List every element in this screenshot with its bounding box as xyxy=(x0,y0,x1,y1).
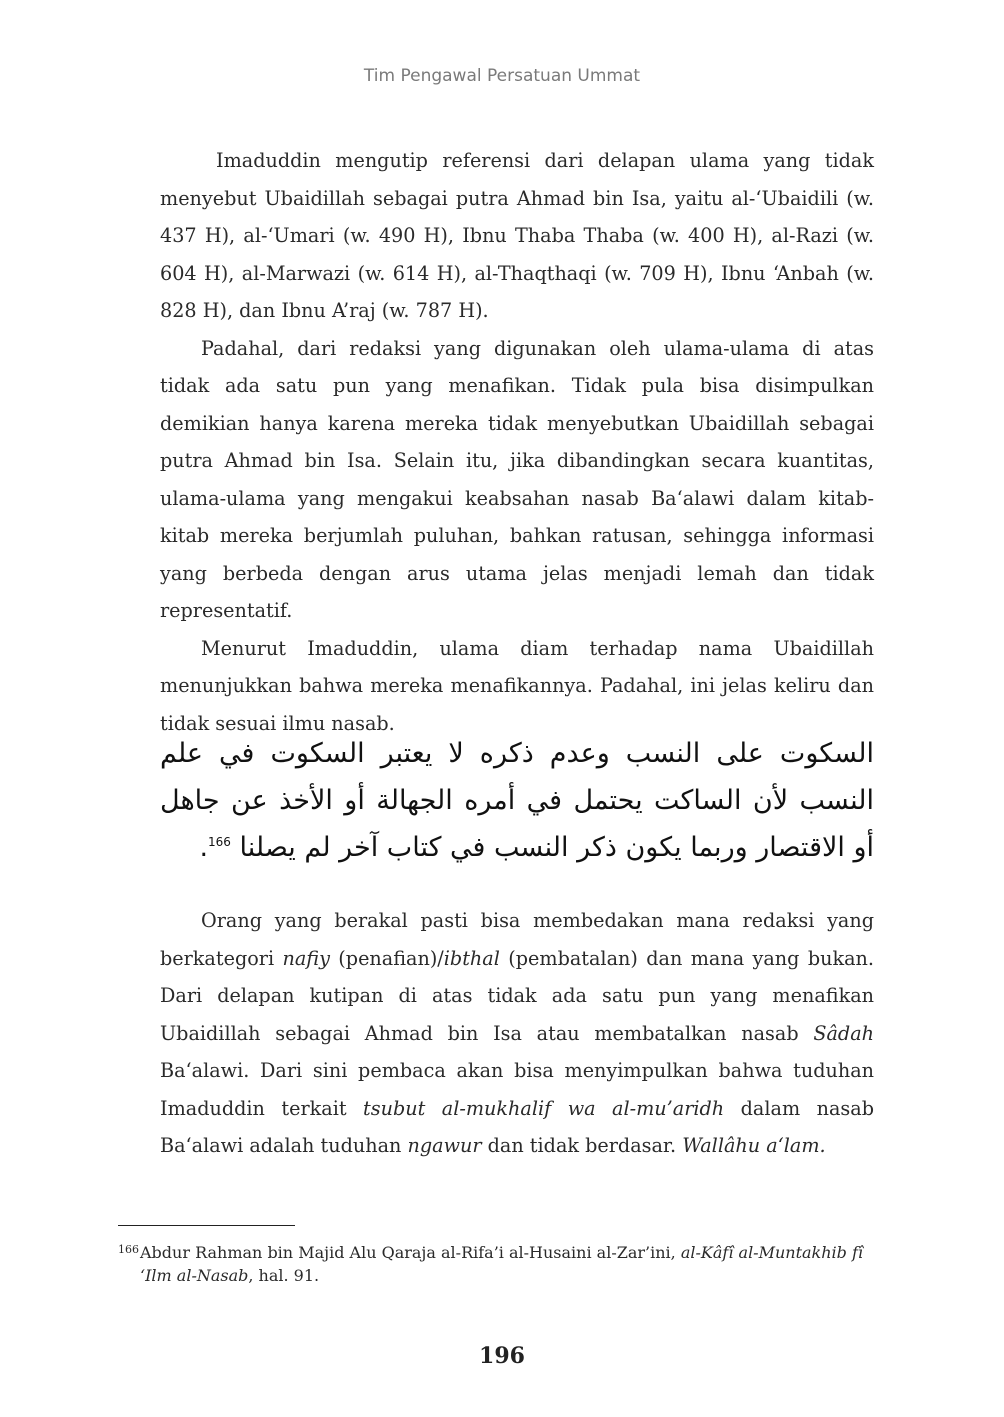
footnote-citation: Abdur Rahman bin Majid Alu Qaraja al-Rifa’i al-Husaini al-Zar’ini, xyxy=(140,1243,681,1262)
p4-text-5: dalam nasab Ba‘alawi adalah tuduhan xyxy=(160,1096,874,1157)
footnote-title-1: al-Kâfî al-Muntakhib fî xyxy=(680,1243,864,1262)
p4-text-4: Ba‘alawi. Dari sini pembaca akan bisa menyimpulkan bahwa tuduhan Imaduddin terkait xyxy=(160,1059,874,1120)
footnote-number: 166 xyxy=(118,1243,139,1256)
footnote-line-1 xyxy=(118,1241,875,1264)
p4-italic-ngawur: ngawur xyxy=(407,1134,482,1157)
footnote-title-2: ‘Ilm al-Nasab xyxy=(140,1266,249,1285)
footnote-page-ref: , hal. 91. xyxy=(248,1266,320,1285)
main-text-block xyxy=(160,142,874,742)
arabic-quote-text: السكوت على النسب وعدم ذكره لا يعتبر السكوت في علم النسب لأن الساكت يحتمل في أمره الجهالة أو الأخذ عن جاهل أو الاقتصار وربما يكون ذكر النسب في كتاب آخر لم يصلنا xyxy=(160,738,874,863)
p4-italic-closing: Wallâhu a‘lam. xyxy=(682,1134,826,1157)
p4-italic-ibthal: ibthal xyxy=(443,946,500,970)
p4-text-6: dan tidak berdasar. xyxy=(481,1134,683,1157)
footnote xyxy=(118,1241,875,1287)
conclusion-block xyxy=(160,902,874,1165)
paragraph-1: Imaduddin mengutip referensi dari delapan ulama yang tidak menyebut Ubaidillah sebagai putra Ahmad bin Isa, yaitu al-‘Ubaidili (w. 437 H), al-‘Umari (w. 490 H), Ibnu Thaba Thaba (w. 400 H), al-Razi (w. 604 H), al-Marwazi (w. 614 H), al-Thaqthaqi (w. 709 H), Ibnu ‘Anbah (w. 828 H), dan Ibnu A’raj (w. 787 H). xyxy=(160,149,874,322)
footnote-divider xyxy=(118,1225,295,1226)
p4-text-3: (pembatalan) dan mana yang bukan. Dari delapan kutipan di atas tidak ada satu pun yang menafikan Ubaidillah sebagai Ahmad bin Isa atau membatalkan nasab xyxy=(160,946,874,1045)
p4-text-2: (penafian)/ xyxy=(329,946,444,970)
arabic-quote-end: . xyxy=(199,832,209,863)
p4-text-1: Orang yang berakal pasti bisa membedakan mana redaksi yang berkategori xyxy=(160,909,874,970)
page-number: 196 xyxy=(479,1343,525,1369)
p4-italic-sadah: Sâdah xyxy=(813,1021,874,1045)
arabic-quote xyxy=(160,730,874,871)
running-header: Tim Pengawal Persatuan Ummat xyxy=(363,66,641,86)
footnote-reference: 166 xyxy=(208,835,231,849)
paragraph-2: Padahal, dari redaksi yang digunakan oleh ulama-ulama di atas tidak ada satu pun yang menafikan. Tidak pula bisa disimpulkan demikian hanya karena mereka tidak menyebutkan Ubaidillah sebagai putra Ahmad bin Isa. Selain itu, jika dibandingkan secara kuantitas, ulama-ulama yang mengakui keabsahan nasab Ba‘alawi dalam kitab-kitab mereka berjumlah puluhan, bahkan ratusan, sehingga informasi yang berbeda dengan arus utama jelas menjadi lemah dan tidak representatif. xyxy=(160,336,874,622)
footnote-line-2 xyxy=(118,1264,875,1287)
p4-italic-nafiy: nafiy xyxy=(282,946,330,970)
paragraph-3: Menurut Imaduddin, ulama diam terhadap nama Ubaidillah menunjukkan bahwa mereka menafikannya. Padahal, ini jelas keliru dan tidak sesuai ilmu nasab. xyxy=(160,636,874,735)
p4-italic-term: tsubut al-mukhalif wa al-mu’aridh xyxy=(363,1096,725,1120)
paragraph-4 xyxy=(160,902,874,1165)
